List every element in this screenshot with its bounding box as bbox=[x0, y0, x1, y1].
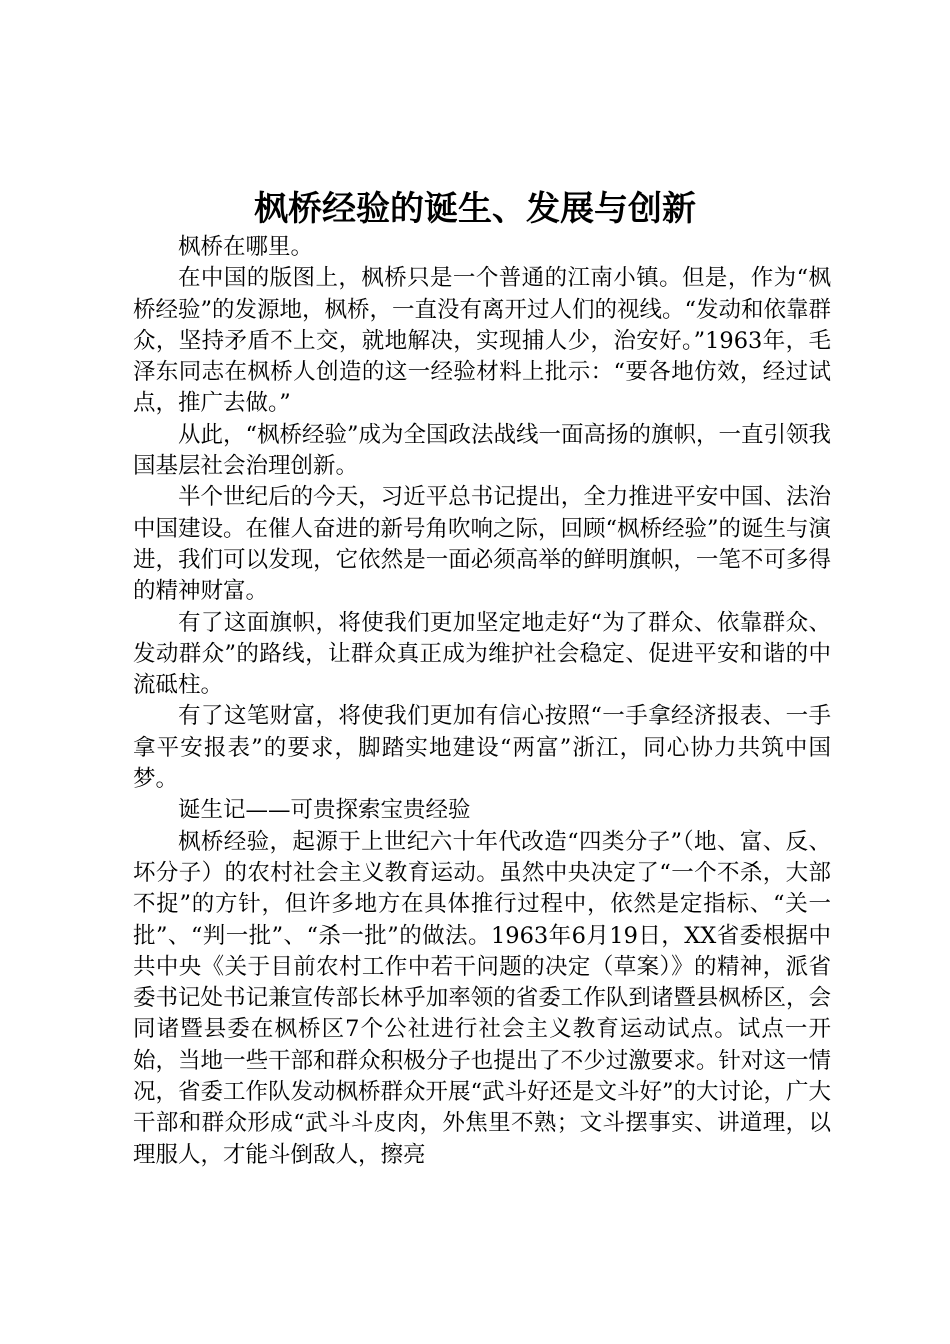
paragraph: 枫桥在哪里。 bbox=[178, 234, 314, 260]
document-body bbox=[133, 232, 831, 1171]
paragraph: 有了这笔财富，将使我们更加有信心按照“一手拿经济报表、一手拿平安报表”的要求，脚踏实地建设“两富”浙江，同心协力共筑中国梦。 bbox=[133, 703, 831, 793]
paragraph: 在中国的版图上，枫桥只是一个普通的江南小镇。但是，作为“枫桥经验”的发源地，枫桥，一直没有离开过人们的视线。“发动和依靠群众，坚持矛盾不上交，就地解决，实现捕人少，治安好。”1963年，毛泽东同志在枫桥人创造的这一经验材料上批示：“要各地仿效，经过试点，推广去做。” bbox=[133, 265, 832, 417]
document-title: 枫桥经验的诞生、发展与创新 bbox=[254, 189, 696, 229]
section-heading: 诞生记——可贵探索宝贵经验 bbox=[178, 797, 471, 824]
paragraph: 有了这面旗帜，将使我们更加坚定地走好“为了群众、依靠群众、发动群众”的路线，让群众真正成为维护社会稳定、促进平安和谐的中流砥柱。 bbox=[133, 609, 831, 699]
paragraph: 从此，“枫桥经验”成为全国政法战线一面高扬的旗帜，一直引领我国基层社会治理创新。 bbox=[133, 421, 832, 480]
paragraph: 半个世纪后的今天，习近平总书记提出，全力推进平安中国、法治中国建设。在催人奋进的新号角吹响之际，回顾“枫桥经验”的诞生与演进，我们可以发现，它依然是一面必须高举的鲜明旗帜，一笔不可多得的精神财富。 bbox=[133, 484, 832, 605]
paragraph: 枫桥经验，起源于上世纪六十年代改造“四类分子”（地、富、反、坏分子）的农村社会主义教育运动。虽然中央决定了“一个不杀，大部不捉”的方针，但许多地方在具体推行过程中，依然是定指标、“关一批”、“判一批”、“杀一批”的做法。1963年6月19日，XX省委根据中共中央《关于目前农村工作中若干问题的决定（草案）》的精神，派省委书记处书记兼宣传部长林乎加率领的省委工作队到诸暨县枫桥区，会同诸暨县委在枫桥区7个公社进行社会主义教育运动试点。试点一开始，当地一些干部和群众积极分子也提出了不少过激要求。针对这一情况，省委工作队发动枫桥群众开展“武斗好还是文斗好”的大讨论，广大干部和群众形成“武斗斗皮肉，外焦里不熟；文斗摆事实、讲道理，以理服人，才能斗倒敌人，擦亮 bbox=[133, 828, 832, 1168]
